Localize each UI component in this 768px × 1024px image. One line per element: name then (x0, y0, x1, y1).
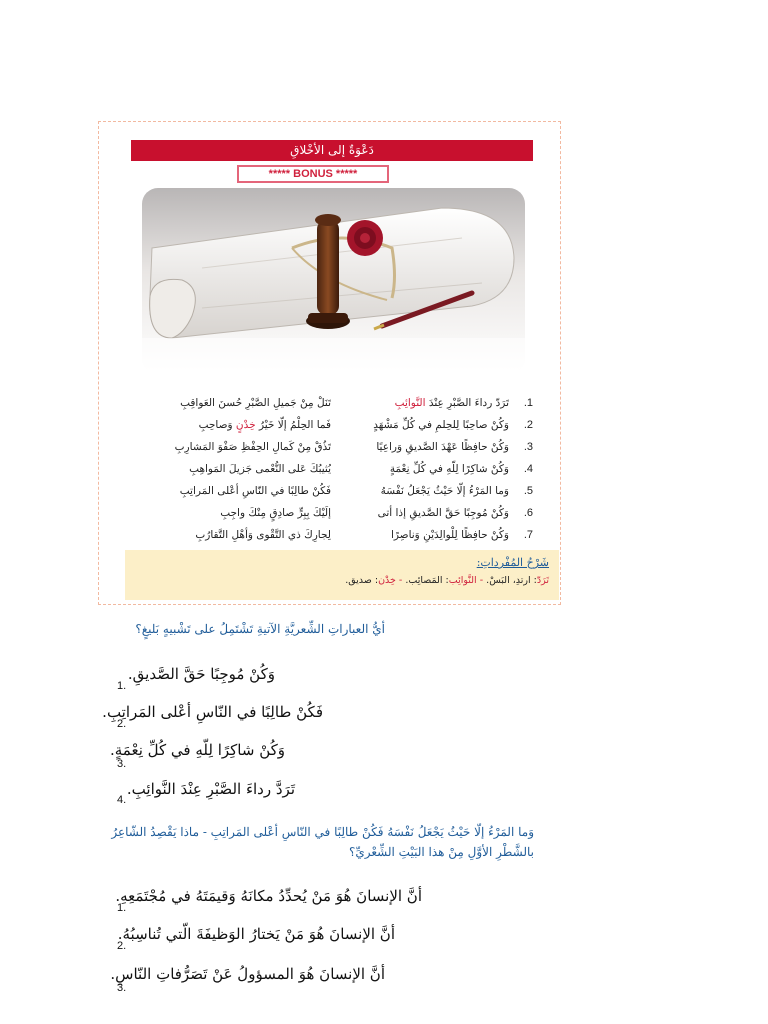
verse-number: 3. (523, 441, 533, 453)
glossary-definitions: تَرَدّ: ارتدِ، البَسْ. - النَّوائِب: المَصائِب. - خِدْن: صديق. (345, 575, 549, 586)
verse-first-hemistich: وَكُنْ صاحِبًا لِلحِلمِ في كُلِّ مَشْهَدٍ (373, 419, 509, 431)
poem-verse (133, 436, 533, 458)
verse-first-hemistich: وَكُنْ شاكِرًا لِلّهِ في كُلِّ نِعْمَةٍ (389, 463, 509, 475)
poem-verse (133, 524, 533, 546)
verse-second-hemistich: يُثيبُكَ عَلى النُّعْمى جَزيلَ المَواهِبِ (189, 463, 331, 475)
question-1-option[interactable]: فَكُنْ طالِبًا في النّاسِ أعْلى المَراتِبِ. (102, 703, 323, 721)
poem-verse (133, 414, 533, 436)
poem-verse (133, 480, 533, 502)
verse-number: 6. (523, 507, 533, 519)
question-2-text: وَما المَرْءُ إلّا حَيْثُ يَجْعَلُ نَفْسَهُ فَكُنْ طالِبًا في النّاسِ أعْلى المَراتِبِ - ماذا يَقْصِدُ الشّاعِرُ بالشَّطْرِ الأوَّلِ مِنْ هذا البَيْتِ الشِّعْريِّ؟ (111, 825, 534, 859)
option-number: 2. (117, 940, 127, 952)
poem-verse (133, 502, 533, 524)
question-1-option[interactable]: تَرَدَّ رداءَ الصَّبْرِ عِنْدَ النَّوائِبِ. (126, 780, 295, 798)
question-2-option[interactable]: أنَّ الإنسانَ هُوَ مَنْ يَختارُ الوَظيفَةَ الّتي تُناسِبُهُ. (117, 925, 395, 943)
verse-second-hemistich: فَكُنْ طالِبًا في النّاسِ أعْلى المَراتِبِ (179, 485, 331, 497)
verse-second-hemistich: فَما الحِلْمُ إلّا خَيْرُ خِدْنٍ وَصاحِبِ (198, 419, 331, 431)
scroll-seal-image (142, 188, 525, 374)
poem-verse (133, 392, 533, 414)
verse-first-hemistich: تَرَدّ رداءَ الصَّبْرِ عِنْدَ النَّوائِبِ (394, 397, 509, 409)
verse-number: 2. (523, 419, 533, 431)
lesson-title: دَعْوَةٌ إلى الأخْلاقِ (131, 140, 533, 161)
option-number: 3. (117, 982, 127, 994)
poem-verses (133, 392, 533, 546)
verse-number: 4. (523, 463, 533, 475)
option-number: 2. (117, 718, 127, 730)
question-1-option[interactable]: وَكُنْ مُوجِبًا حَقَّ الصَّديقِ. (127, 665, 275, 683)
verse-number: 7. (523, 529, 533, 541)
verse-second-hemistich: لِجارِكَ ذي التَّقْوى وَأهْلِ التَّقارُبِ (195, 529, 331, 541)
poem-verse (133, 458, 533, 480)
question-1-text: أيُّ العباراتِ الشِّعريَّةِ الآتيةِ تَشْتَمِلُ على تَشْبيهٍ بَليغٍ؟ (135, 622, 385, 636)
verse-first-hemistich: وَكُنْ مُوجِبًا حَقَّ الصَّديقِ إذا أتى (377, 507, 509, 519)
bonus-badge: ***** BONUS ***** (237, 165, 389, 183)
glossary-box (125, 550, 559, 600)
option-number: 1. (117, 680, 127, 692)
question-2-option[interactable]: أنَّ الإنسانَ هُوَ المسؤولُ عَنْ تَصَرُّفاتِ النّاسِ. (110, 965, 385, 983)
option-number: 4. (117, 794, 127, 806)
verse-number: 1. (523, 397, 533, 409)
question-1-option[interactable]: وَكُنْ شاكِرًا لِلّهِ في كُلِّ نِعْمَةٍ. (109, 741, 285, 759)
verse-first-hemistich: وَما المَرْءُ إلّا حَيْثُ يَجْعَلُ نَفْسَهُ (380, 485, 509, 497)
lesson-card (98, 121, 561, 605)
verse-second-hemistich: تَذُقْ مِنْ كَمالِ الحِفْظِ صَفْوَ المَشارِبِ (174, 441, 331, 453)
verse-first-hemistich: وَكُنْ حافِظًا لِلْوالِدَيْنِ وَناصِرًا (390, 529, 509, 541)
option-number: 3. (117, 758, 127, 770)
verse-second-hemistich: إلَيْكَ بِبِرٍّ صادِقٍ مِنْكَ واجِبِ (220, 507, 331, 519)
verse-first-hemistich: وَكُنْ حافِظًا عَهْدَ الصَّديقِ وَراعِيًا (376, 441, 509, 453)
verse-number: 5. (523, 485, 533, 497)
question-2-option[interactable]: أنَّ الإنسانَ هُوَ مَنْ يُحدِّدُ مكانَهُ وَقيمَتَهُ في مُجْتَمَعِهِ. (115, 887, 422, 905)
glossary-title: شَرْحُ المُفْرداتِ: (476, 556, 549, 569)
verse-second-hemistich: تَنَلْ مِنْ جَميلِ الصَّبْرِ حُسنَ العَواقِبِ (180, 397, 331, 409)
option-number: 1. (117, 902, 127, 914)
